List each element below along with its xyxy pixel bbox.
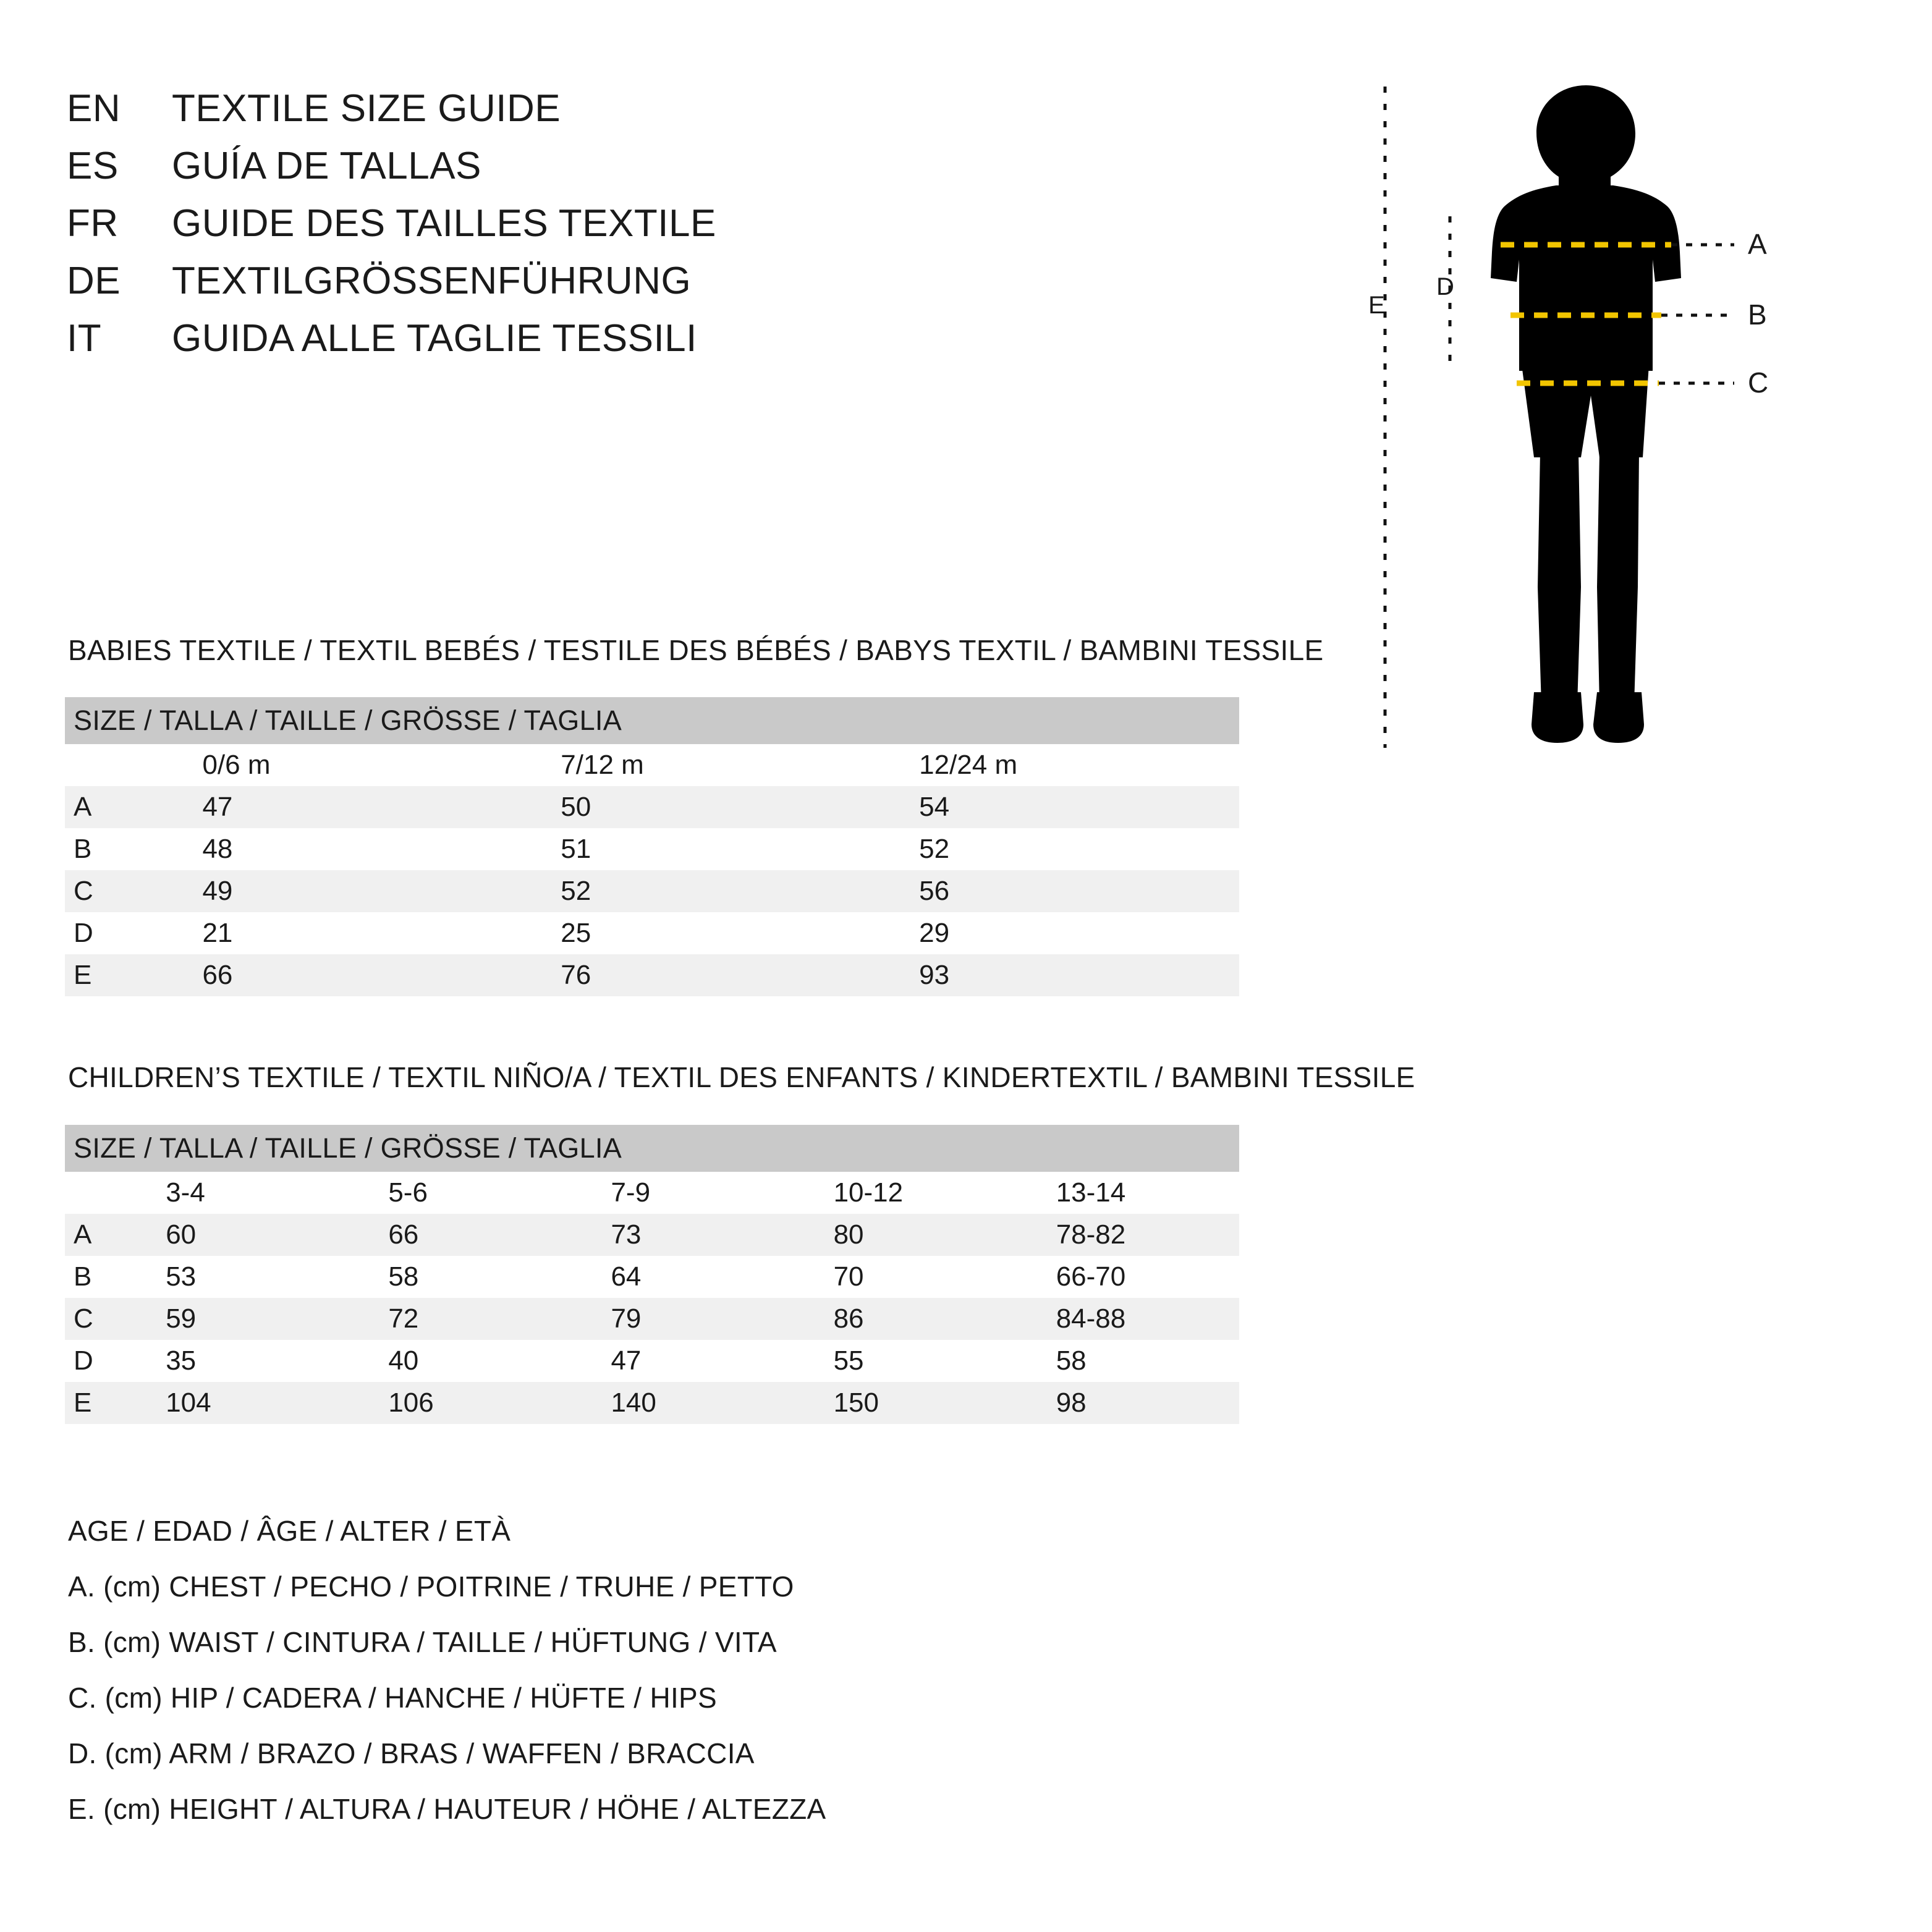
babies-band-label: SIZE / TALLA / TAILLE / GRÖSSE / TAGLIA: [65, 697, 1239, 744]
cell-value: 106: [350, 1382, 572, 1424]
language-row: [67, 259, 716, 303]
legend-item-height: E. (cm) HEIGHT / ALTURA / HAUTEUR / HÖHE / ALTEZZA: [68, 1793, 826, 1825]
children-size-table: [65, 1125, 1239, 1424]
table-row: [65, 1298, 1239, 1340]
legend-block: [68, 1514, 826, 1848]
babies-size-table: [65, 697, 1239, 996]
cell-value: 54: [881, 786, 1239, 828]
row-label: B: [65, 1256, 127, 1298]
cell-value: 58: [350, 1256, 572, 1298]
row-label: B: [65, 828, 164, 870]
row-label: A: [65, 786, 164, 828]
row-label: C: [65, 1298, 127, 1340]
cell-value: 55: [795, 1340, 1018, 1382]
cell-value: 72: [350, 1298, 572, 1340]
cell-value: 40: [350, 1340, 572, 1382]
language-row: [67, 144, 716, 188]
table-row: [65, 954, 1239, 996]
cell-value: 66: [164, 954, 522, 996]
language-code: ES: [67, 145, 119, 187]
table-band-header: [65, 1125, 1239, 1172]
cell-value: 49: [164, 870, 522, 912]
language-code: FR: [67, 202, 119, 245]
child-silhouette: [1491, 85, 1681, 743]
cell-value: 150: [795, 1382, 1018, 1424]
children-section-heading: CHILDREN’S TEXTILE / TEXTIL NIÑO/A / TEXTIL DES ENFANTS / KINDERTEXTIL / BAMBINI TESSILE: [68, 1061, 1415, 1093]
table-row: [65, 786, 1239, 828]
cell-value: 53: [127, 1256, 350, 1298]
cell-value: 66: [350, 1214, 572, 1256]
corner-cell: [65, 1172, 127, 1214]
children-band-label: SIZE / TALLA / TAILLE / GRÖSSE / TAGLIA: [65, 1125, 1239, 1172]
legend-item-hip: C. (cm) HIP / CADERA / HANCHE / HÜFTE / HIPS: [68, 1682, 718, 1714]
measurement-figure: [1363, 74, 1858, 766]
cell-value: 51: [522, 828, 881, 870]
column-header: 5-6: [350, 1172, 572, 1214]
cell-value: 50: [522, 786, 881, 828]
cell-value: 66-70: [1018, 1256, 1239, 1298]
cell-value: 93: [881, 954, 1239, 996]
cell-value: 70: [795, 1256, 1018, 1298]
cell-value: 58: [1018, 1340, 1239, 1382]
table-header-row: [65, 1172, 1239, 1214]
language-row: [67, 87, 716, 130]
cell-value: 73: [572, 1214, 795, 1256]
table-row: [65, 1340, 1239, 1382]
marker-label-e: E: [1368, 292, 1385, 319]
column-header: 7-9: [572, 1172, 795, 1214]
babies-section-heading: BABIES TEXTILE / TEXTIL BEBÉS / TESTILE DES BÉBÉS / BABYS TEXTIL / BAMBINI TESSILE: [68, 634, 1324, 666]
row-label: D: [65, 912, 164, 954]
table-row: [65, 1256, 1239, 1298]
cell-value: 56: [881, 870, 1239, 912]
column-header: 10-12: [795, 1172, 1018, 1214]
marker-label-a: A: [1748, 228, 1767, 260]
language-code: DE: [67, 260, 121, 302]
cell-value: 79: [572, 1298, 795, 1340]
row-label: C: [65, 870, 164, 912]
cell-value: 29: [881, 912, 1239, 954]
marker-label-d: D: [1436, 273, 1454, 300]
cell-value: 52: [522, 870, 881, 912]
cell-value: 78-82: [1018, 1214, 1239, 1256]
cell-value: 60: [127, 1214, 350, 1256]
table-header-row: [65, 744, 1239, 786]
cell-value: 35: [127, 1340, 350, 1382]
row-label: A: [65, 1214, 127, 1256]
marker-label-c: C: [1748, 366, 1769, 399]
corner-cell: [65, 744, 164, 786]
language-title: TEXTILE SIZE GUIDE: [172, 87, 561, 130]
column-header: 3-4: [127, 1172, 350, 1214]
column-header: 0/6 m: [164, 744, 522, 786]
language-title-block: [67, 87, 716, 374]
cell-value: 47: [572, 1340, 795, 1382]
cell-value: 25: [522, 912, 881, 954]
column-header: 12/24 m: [881, 744, 1239, 786]
row-label: E: [65, 1382, 127, 1424]
legend-item-arm: D. (cm) ARM / BRAZO / BRAS / WAFFEN / BRACCIA: [68, 1737, 755, 1769]
language-title: GUIDE DES TAILLES TEXTILE: [172, 202, 716, 245]
table-row: [65, 1382, 1239, 1424]
cell-value: 80: [795, 1214, 1018, 1256]
cell-value: 64: [572, 1256, 795, 1298]
legend-item-chest: A. (cm) CHEST / PECHO / POITRINE / TRUHE / PETTO: [68, 1570, 794, 1603]
table-row: [65, 870, 1239, 912]
table-row: [65, 828, 1239, 870]
language-code: EN: [67, 87, 121, 130]
cell-value: 104: [127, 1382, 350, 1424]
language-title: GUÍA DE TALLAS: [172, 145, 481, 187]
table-band-header: [65, 697, 1239, 744]
cell-value: 21: [164, 912, 522, 954]
table-row: [65, 912, 1239, 954]
language-code: IT: [67, 317, 102, 360]
legend-title: AGE / EDAD / ÂGE / ALTER / ETÀ: [68, 1515, 511, 1547]
cell-value: 76: [522, 954, 881, 996]
cell-value: 86: [795, 1298, 1018, 1340]
row-label: E: [65, 954, 164, 996]
marker-label-b: B: [1748, 299, 1767, 331]
legend-item-waist: B. (cm) WAIST / CINTURA / TAILLE / HÜFTUNG / VITA: [68, 1626, 777, 1658]
row-label: D: [65, 1340, 127, 1382]
cell-value: 52: [881, 828, 1239, 870]
language-title: TEXTILGRÖSSENFÜHRUNG: [172, 260, 692, 302]
cell-value: 48: [164, 828, 522, 870]
cell-value: 59: [127, 1298, 350, 1340]
cell-value: 84-88: [1018, 1298, 1239, 1340]
language-row: [67, 316, 716, 360]
cell-value: 98: [1018, 1382, 1239, 1424]
column-header: 7/12 m: [522, 744, 881, 786]
cell-value: 47: [164, 786, 522, 828]
cell-value: 140: [572, 1382, 795, 1424]
column-header: 13-14: [1018, 1172, 1239, 1214]
table-row: [65, 1214, 1239, 1256]
language-title: GUIDA ALLE TAGLIE TESSILI: [172, 317, 697, 360]
language-row: [67, 201, 716, 245]
